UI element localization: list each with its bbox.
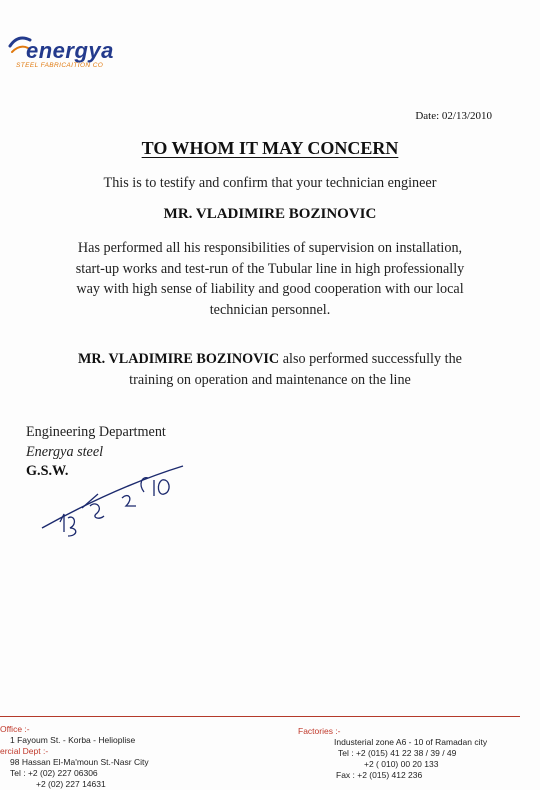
intro-line: This is to testify and confirm that your technician engineer — [103, 175, 437, 191]
factories-address: Industerial zone A6 - 10 of Ramadan city — [334, 737, 488, 747]
engineer-name: MR. VLADIMIRE BOZINOVIC — [163, 206, 377, 222]
office-label: Office :- — [0, 724, 30, 734]
department-name: Engineering Department — [26, 424, 166, 440]
footer-divider — [0, 716, 520, 717]
signer-initials: G.S.W. — [26, 463, 69, 479]
company-name: energya — [26, 38, 114, 63]
factories-tel-2: +2 ( 010) 00 20 133 — [364, 759, 439, 769]
body-line: way with high sense of liability and good cooperation with our local — [76, 281, 464, 297]
body-paragraph — [36, 238, 504, 320]
factories-label: Factories :- — [298, 726, 341, 736]
training-paragraph — [36, 349, 504, 390]
factories-fax: Fax : +2 (015) 412 236 — [336, 770, 423, 780]
commercial-address: 98 Hassan El-Ma'moun St.-Nasr City — [10, 757, 149, 767]
letter-title-text: TO WHOM IT MAY CONCERN — [141, 138, 399, 158]
training-line-2: training on operation and maintenance on the line — [129, 371, 411, 388]
training-line-1 — [36, 349, 504, 370]
engineer-name-bold: MR. VLADIMIRE BOZINOVIC — [78, 351, 280, 367]
footer-factories — [298, 726, 487, 781]
footer-office — [0, 724, 149, 790]
company-sign-name: Energya steel — [26, 443, 104, 460]
body-line: technician personnel. — [209, 301, 331, 318]
handwritten-signature — [38, 458, 198, 538]
company-tagline: STEEL FABRICAITION CO — [16, 62, 104, 69]
body-line: start-up works and test-run of the Tubular line in high professionally — [75, 260, 465, 277]
training-line-1-text: also performed successfully the — [279, 351, 462, 367]
commercial-tel-2: +2 (02) 227 14631 — [36, 779, 106, 789]
company-logo — [8, 28, 148, 78]
factories-tel-1: Tel : +2 (015) 41 22 38 / 39 / 49 — [338, 748, 457, 758]
office-address: 1 Fayoum St. - Korba - Helioplise — [10, 735, 136, 745]
commercial-tel-1: Tel : +2 (02) 227 06306 — [10, 768, 98, 778]
letter-date: Date: 02/13/2010 — [415, 110, 492, 122]
body-line: Has performed all his responsibilities of supervision on installation, — [77, 240, 463, 256]
letter-title — [0, 138, 540, 159]
commercial-label: ercial Dept :- — [0, 746, 49, 756]
